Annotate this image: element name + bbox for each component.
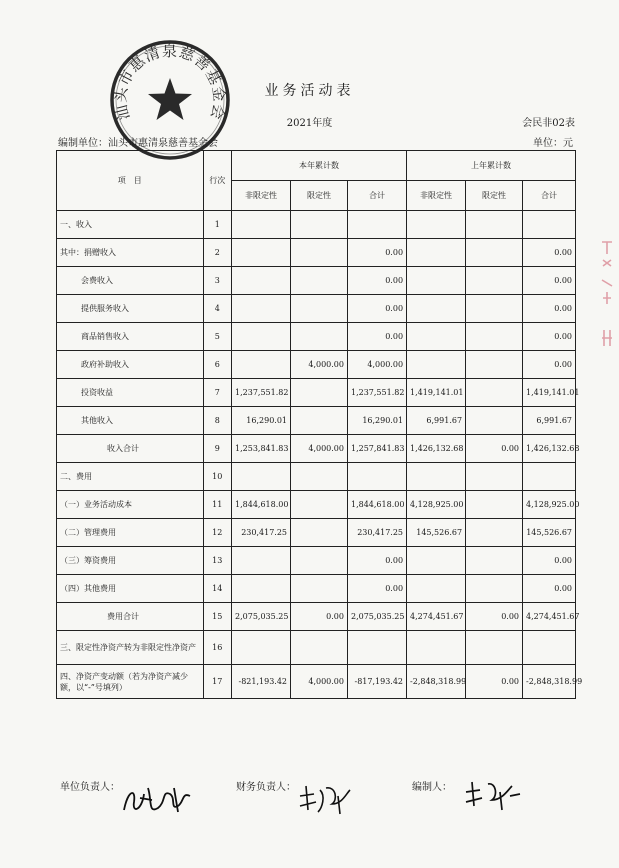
cell-current-unrestricted: 16,290.01 [232, 407, 291, 435]
cell-previous-total: 0.00 [523, 351, 576, 379]
row-item-label: 其中：捐赠收入 [57, 239, 204, 267]
cell-previous-unrestricted [407, 211, 466, 239]
cell-previous-restricted [466, 463, 523, 491]
cell-current-unrestricted [232, 211, 291, 239]
cell-current-restricted [291, 267, 348, 295]
cell-previous-total: 0.00 [523, 323, 576, 351]
cell-previous-restricted [466, 519, 523, 547]
cell-current-restricted [291, 575, 348, 603]
report-year: 2021年度 [286, 118, 333, 129]
cell-previous-total [523, 211, 576, 239]
cell-current-restricted [291, 407, 348, 435]
cell-current-total: 4,000.00 [347, 351, 406, 379]
col-group-previous: 上年累计数 [407, 151, 576, 181]
row-item-label: （二）管理费用 [57, 519, 204, 547]
col-line: 行次 [203, 151, 231, 211]
cell-current-total: 1,844,618.00 [347, 491, 406, 519]
cell-previous-restricted [466, 323, 523, 351]
cell-current-unrestricted: 1,844,618.00 [232, 491, 291, 519]
cell-current-unrestricted [232, 463, 291, 491]
cell-current-total: 230,417.25 [347, 519, 406, 547]
cell-current-total: 0.00 [347, 575, 406, 603]
table-row [57, 491, 576, 519]
cell-previous-unrestricted [407, 267, 466, 295]
cell-previous-total: 4,128,925.00 [523, 491, 576, 519]
cell-current-total: 0.00 [347, 239, 406, 267]
row-item-label: 三、限定性净资产转为非限定性净资产 [57, 631, 204, 665]
table-row [57, 267, 576, 295]
cell-current-total: 0.00 [347, 295, 406, 323]
cell-current-restricted [291, 547, 348, 575]
cell-previous-total: 1,419,141.01 [523, 379, 576, 407]
cell-previous-unrestricted: 6,991.67 [407, 407, 466, 435]
cell-current-total: 0.00 [347, 267, 406, 295]
cell-previous-unrestricted: -2,848,318.99 [407, 665, 466, 699]
cell-previous-total: 0.00 [523, 267, 576, 295]
cell-current-restricted [291, 323, 348, 351]
cell-current-unrestricted [232, 323, 291, 351]
row-line-number: 7 [203, 379, 231, 407]
activity-table [56, 150, 583, 699]
cell-current-unrestricted [232, 547, 291, 575]
row-line-number: 17 [203, 665, 231, 699]
cell-previous-restricted [466, 547, 523, 575]
preparing-organization: 编制单位：汕头市惠清泉慈善基金会 [58, 138, 218, 149]
row-item-label: 投资收益 [57, 379, 204, 407]
table-row [57, 631, 576, 665]
row-line-number: 4 [203, 295, 231, 323]
col-group-current: 本年累计数 [232, 151, 407, 181]
cell-current-total [347, 463, 406, 491]
row-line-number: 9 [203, 435, 231, 463]
cell-current-unrestricted: -821,193.42 [232, 665, 291, 699]
cell-previous-total: 0.00 [523, 547, 576, 575]
cell-previous-restricted [466, 379, 523, 407]
cell-previous-total: 0.00 [523, 239, 576, 267]
cell-previous-total: 0.00 [523, 295, 576, 323]
cell-current-unrestricted: 1,253,841.83 [232, 435, 291, 463]
cell-previous-restricted [466, 295, 523, 323]
cell-current-unrestricted [232, 295, 291, 323]
cell-previous-unrestricted [407, 351, 466, 379]
row-line-number: 10 [203, 463, 231, 491]
cell-previous-total [523, 463, 576, 491]
cell-current-unrestricted: 230,417.25 [232, 519, 291, 547]
cell-current-unrestricted: 1,237,551.82 [232, 379, 291, 407]
row-line-number: 14 [203, 575, 231, 603]
table-row [57, 239, 576, 267]
col-current-restricted: 限定性 [291, 181, 348, 211]
col-current-total: 合计 [347, 181, 406, 211]
row-item-label: 会费收入 [57, 267, 204, 295]
cell-previous-restricted: 0.00 [466, 435, 523, 463]
table-row [57, 435, 576, 463]
col-item: 项 目 [57, 151, 204, 211]
cell-previous-total: -2,848,318.99 [523, 665, 576, 699]
table-row [57, 575, 576, 603]
cell-previous-unrestricted [407, 575, 466, 603]
side-stamp-mark [598, 240, 616, 360]
cell-current-restricted [291, 463, 348, 491]
form-number: 会民非02表 [522, 118, 575, 129]
row-line-number: 11 [203, 491, 231, 519]
col-previous-unrestricted: 非限定性 [407, 181, 466, 211]
cell-previous-unrestricted: 145,526.67 [407, 519, 466, 547]
table-row [57, 665, 576, 699]
cell-current-unrestricted: 2,075,035.25 [232, 603, 291, 631]
row-line-number: 3 [203, 267, 231, 295]
row-item-label: 提供服务收入 [57, 295, 204, 323]
cell-current-restricted [291, 211, 348, 239]
table-row [57, 379, 576, 407]
cell-current-restricted: 4,000.00 [291, 665, 348, 699]
finance-head-label: 财务负责人： [236, 782, 296, 793]
preparer-label: 编制人： [412, 782, 452, 793]
cell-previous-unrestricted [407, 323, 466, 351]
cell-previous-total: 4,274,451.67 [523, 603, 576, 631]
cell-current-total: 1,237,551.82 [347, 379, 406, 407]
cell-current-unrestricted [232, 575, 291, 603]
row-line-number: 16 [203, 631, 231, 665]
row-item-label: 费用合计 [57, 603, 204, 631]
col-current-unrestricted: 非限定性 [232, 181, 291, 211]
cell-previous-total: 1,426,132.68 [523, 435, 576, 463]
finance-head-signature [296, 782, 356, 816]
cell-previous-unrestricted: 1,426,132.68 [407, 435, 466, 463]
table-row [57, 519, 576, 547]
cell-current-restricted: 4,000.00 [291, 351, 348, 379]
cell-current-unrestricted [232, 631, 291, 665]
row-line-number: 5 [203, 323, 231, 351]
cell-previous-restricted [466, 211, 523, 239]
cell-previous-restricted [466, 267, 523, 295]
table-row [57, 463, 576, 491]
cell-current-restricted [291, 519, 348, 547]
cell-current-total: 1,257,841.83 [347, 435, 406, 463]
cell-previous-restricted [466, 351, 523, 379]
row-item-label: 二、费用 [57, 463, 204, 491]
row-item-label: 一、收入 [57, 211, 204, 239]
row-line-number: 12 [203, 519, 231, 547]
cell-previous-unrestricted [407, 239, 466, 267]
cell-previous-restricted: 0.00 [466, 665, 523, 699]
cell-current-unrestricted [232, 267, 291, 295]
cell-previous-restricted [466, 631, 523, 665]
cell-previous-unrestricted [407, 631, 466, 665]
cell-previous-restricted [466, 575, 523, 603]
row-item-label: （一）业务活动成本 [57, 491, 204, 519]
cell-current-restricted [291, 239, 348, 267]
cell-current-total [347, 211, 406, 239]
table-row [57, 407, 576, 435]
col-previous-restricted: 限定性 [466, 181, 523, 211]
cell-current-restricted [291, 295, 348, 323]
cell-current-restricted [291, 379, 348, 407]
row-line-number: 6 [203, 351, 231, 379]
cell-previous-total [523, 631, 576, 665]
cell-previous-total: 145,526.67 [523, 519, 576, 547]
cell-previous-total: 0.00 [523, 575, 576, 603]
unit-head-signature [118, 780, 198, 820]
row-line-number: 15 [203, 603, 231, 631]
cell-previous-unrestricted: 4,274,451.67 [407, 603, 466, 631]
table-row [57, 295, 576, 323]
col-previous-total: 合计 [523, 181, 576, 211]
cell-previous-unrestricted [407, 463, 466, 491]
table-header-row [57, 151, 576, 181]
cell-previous-restricted [466, 491, 523, 519]
row-line-number: 13 [203, 547, 231, 575]
table-row [57, 211, 576, 239]
row-line-number: 2 [203, 239, 231, 267]
currency-unit: 单位：元 [533, 138, 573, 149]
row-item-label: 商品销售收入 [57, 323, 204, 351]
cell-current-total: 0.00 [347, 323, 406, 351]
report-title: 业务活动表 [264, 83, 355, 99]
row-item-label: （四）其他费用 [57, 575, 204, 603]
cell-current-total: -817,193.42 [347, 665, 406, 699]
cell-current-total: 0.00 [347, 547, 406, 575]
row-item-label: 政府补助收入 [57, 351, 204, 379]
cell-current-restricted: 0.00 [291, 603, 348, 631]
row-item-label: 其他收入 [57, 407, 204, 435]
cell-current-unrestricted [232, 351, 291, 379]
cell-current-restricted [291, 491, 348, 519]
seal-text: 汕头市惠清泉慈善基金会 [111, 41, 229, 123]
row-item-label: 四、净资产变动额（若为净资产减少额，以“-”号填列） [57, 665, 204, 699]
row-line-number: 8 [203, 407, 231, 435]
cell-current-total: 16,290.01 [347, 407, 406, 435]
cell-current-total [347, 631, 406, 665]
cell-previous-unrestricted: 1,419,141.01 [407, 379, 466, 407]
cell-current-restricted: 4,000.00 [291, 435, 348, 463]
table-row [57, 351, 576, 379]
unit-head-label: 单位负责人： [60, 782, 120, 793]
cell-previous-unrestricted [407, 547, 466, 575]
cell-previous-restricted [466, 407, 523, 435]
cell-previous-unrestricted [407, 295, 466, 323]
cell-previous-restricted: 0.00 [466, 603, 523, 631]
cell-current-unrestricted [232, 239, 291, 267]
row-item-label: （三）筹资费用 [57, 547, 204, 575]
table-row [57, 323, 576, 351]
row-item-label: 收入合计 [57, 435, 204, 463]
cell-previous-restricted [466, 239, 523, 267]
cell-current-total: 2,075,035.25 [347, 603, 406, 631]
table-row [57, 603, 576, 631]
table-row [57, 547, 576, 575]
row-line-number: 1 [203, 211, 231, 239]
cell-previous-unrestricted: 4,128,925.00 [407, 491, 466, 519]
cell-current-restricted [291, 631, 348, 665]
cell-previous-total: 6,991.67 [523, 407, 576, 435]
preparer-signature [462, 778, 524, 814]
